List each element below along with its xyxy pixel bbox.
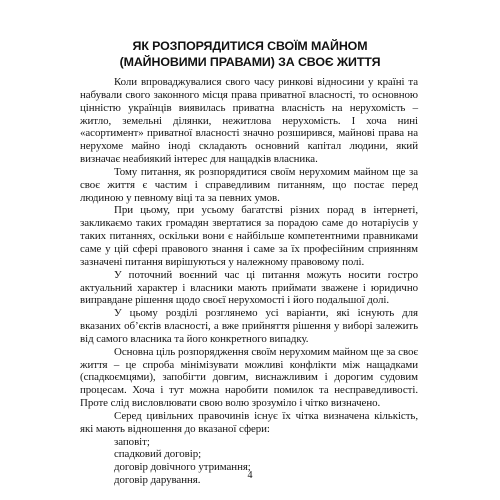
body-text: [80, 76, 418, 487]
paragraph: У цьому розділі розглянемо усі варіанти, які існують для вказаних об’єктів власності, а вже прийняття рішення у виборі залежить від самого власника та його конкретного випадку.: [80, 307, 418, 345]
list-item: спадковий договір;: [114, 448, 202, 461]
list-item: заповіт;: [114, 435, 150, 448]
paragraph: Основна ціль розпорядження своїм нерухомим майном ще за своє життя – це спроба мінімізувати можливі конфлікти між нащадками (спадкоємцями), запобігти довгим, виснажливим і дорогим судовим процесам. Хоча і тут можна наробити помилок та несправедливості. Проте слід висловлювати свою волю зрозуміло і чітко визначено.: [80, 345, 418, 410]
title-line-2: (МАЙНОВИМИ ПРАВАМИ) ЗА СВОЄ ЖИТТЯ: [119, 55, 381, 69]
paragraph: Тому питання, як розпорядитися своїм нерухомим майном ще за своє життя є частим і справедливим питанням, що постає перед людиною у певному віці та за певних умов.: [80, 165, 418, 204]
page-title: [82, 38, 418, 70]
paragraph: При цьому, при усьому багатстві різних порад в інтернеті, закликаємо таких громадян звертатися за порадою саме до нотаріусів у таких питаннях, оскільки вони є найбільше компетентними правниками саме у цій сфері правового знання і саме за їх професійним сприянням зазначені питання вирішуються у належному правовому полі.: [80, 204, 418, 268]
page-number: 4: [247, 470, 253, 481]
list-item: договір дарування.: [114, 474, 201, 487]
list-item: договір довічного утримання;: [114, 461, 251, 474]
paragraph: У поточний воєнний час ці питання можуть носити гостро актуальний характер і власники мають приймати зважене і юридично виправдане рішення щодо своєї нерухомості і його подальшої долі.: [80, 268, 418, 307]
paragraph: Серед цивільних правочинів існує їх чітка визначена кількість, які мають відношення до вказаної сфери:: [80, 409, 418, 435]
title-line-1: ЯК РОЗПОРЯДИТИСЯ СВОЇМ МАЙНОМ: [132, 39, 368, 53]
paragraph: Коли впроваджувалися свого часу ринкові відносини у країні та набували свого законного місця права приватної власності, то основною цінністю українців виявилась приватна власність на нерухомість – житло, земельні ділянки, нежитлова нерухомість. І хоча нині «асортимент» приватної власності значно розширився, майнові права на нерухоме майно іноді складають основний капітал людини, який визначає неабиякий інтерес для нащадків власника.: [80, 76, 418, 166]
